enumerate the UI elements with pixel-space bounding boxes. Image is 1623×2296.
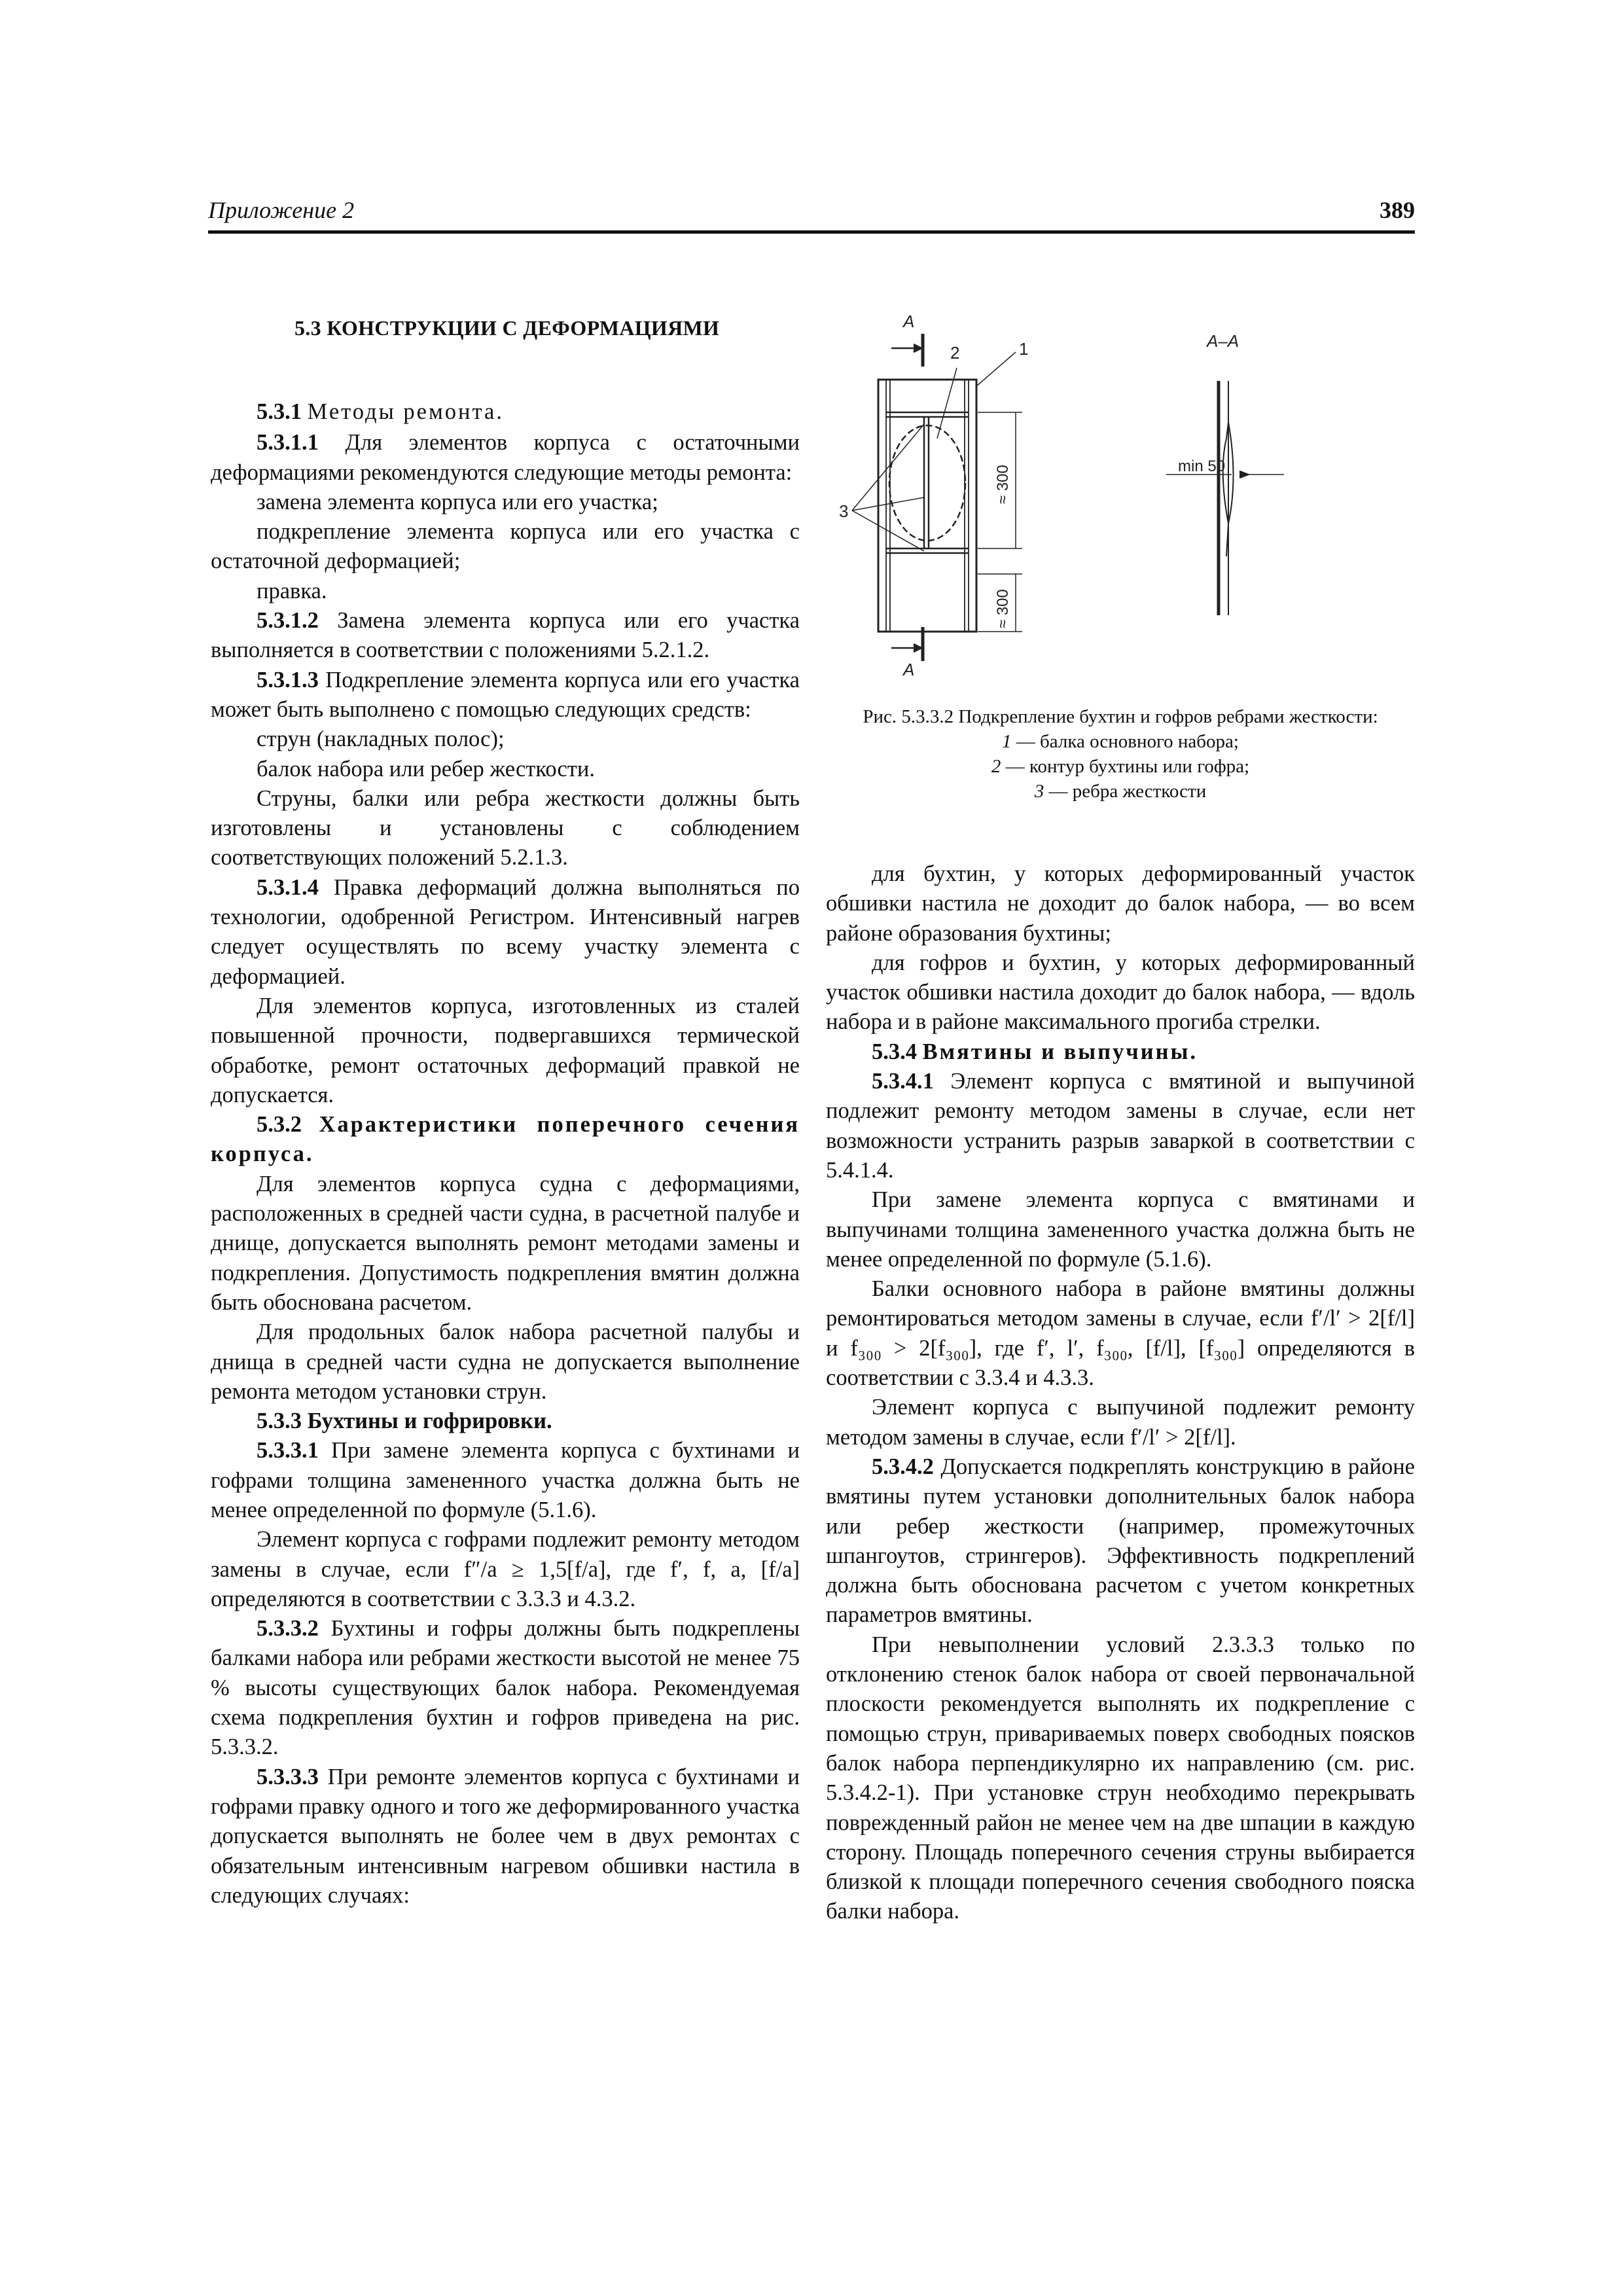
paragraph: 5.3.4.2 Допускается подкреплять конструкцию в районе вмятины путем установки дополнительных балок набора или ребер жесткости (например, промежуточных шпангоутов, стрингеров). Эффективность подкреплений должна быть обоснована расчетом с учетом конкретных параметров вмятины. (826, 1454, 1415, 1628)
caption-item: 2 — контур бухтины или гофра; (991, 756, 1250, 777)
paragraph: струн (накладных полос); (257, 726, 505, 752)
paragraph: 5.3.1 Методы ремонта. (257, 399, 504, 424)
right-column (826, 859, 1415, 1927)
figure-dim-300-a: ≈ 300 (994, 465, 1012, 504)
figure-label-1: 1 (1019, 339, 1029, 359)
paragraph: балок набора или ребер жесткости. (257, 756, 595, 781)
paragraph: Элемент корпуса с гофрами подлежит ремонту методом замены в случае, если f″/a ≥ 1,5[f/a], где f′, f, a, [f/a] определяются в соответствии с 3.3.3 и 4.3.2. (211, 1527, 800, 1611)
figure-label-3: 3 (839, 501, 849, 521)
figure-dim-300-b: ≈ 300 (994, 589, 1012, 628)
figure-label-min50: min 50 (1178, 457, 1226, 475)
paragraph: замена элемента корпуса или его участка; (257, 489, 658, 514)
figure-label-a-bottom: A (903, 660, 915, 679)
paragraph: 5.3.1.2 Замена элемента корпуса или его участка выполняется в соответствии с положениями 5.2.1.2. (211, 608, 800, 663)
paragraph: При замене элемента корпуса с вмятинами и выпучинами толщина замененного участка должна быть не менее определенной по формуле (5.1.6). (826, 1187, 1415, 1272)
paragraph: Для продольных балок набора расчетной палубы и днища в средней части судна не допускается выполнение ремонта методом установки струн. (211, 1319, 800, 1404)
figure-label-2: 2 (950, 343, 960, 363)
paragraph: 5.3.3 Бухтины и гофрировки. (257, 1408, 552, 1434)
paragraph: Балки основного набора в районе вмятины должны ремонтироваться методом замены в случае, если f′/l′ > 2[f/l] и f₃₀₀ > 2[f₃₀₀], где f′, l′, f₃₀₀, [f/l], [f₃₀₀] определяются в соответствии с 3.3.4 и 4.3.3. (826, 1276, 1415, 1391)
figure-drawing (826, 308, 1415, 713)
paragraph: Элемент корпуса с выпучиной подлежит ремонту методом замены в случае, если f′/l′ > 2[f/l]. (826, 1395, 1415, 1450)
paragraph: подкрепление элемента корпуса или его участка с остаточной деформацией; (211, 519, 800, 574)
paragraph: 5.3.3.1 При замене элемента корпуса с бухтинами и гофрами толщина замененного участка должна быть не менее определенной по формуле (5.1.6). (211, 1438, 800, 1522)
paragraph: 5.3.3.3 При ремонте элементов корпуса с бухтинами и гофрами правку одного и того же деформированного участка допускается выполнять не более чем в двух ремонтах с обязательным интенсивным нагревом обшивки настила в следующих случаях: (211, 1764, 800, 1908)
paragraph: Для элементов корпуса судна с деформациями, расположенных в средней части судна, в расчетной палубе и днище, допускается выполнять ремонт методами замены и подкрепления. Допустимость подкрепления вмятин должна быть обоснована расчетом. (211, 1171, 800, 1315)
caption-title: Рис. 5.3.3.2 Подкрепление бухтин и гофров ребрами жесткости: (863, 706, 1378, 727)
caption-item: 1 — балка основного набора; (1002, 731, 1239, 752)
figure-label-section: A–A (1207, 331, 1240, 351)
left-column (211, 397, 800, 1910)
paragraph: Для элементов корпуса, изготовленных из сталей повышенной прочности, подвергавшихся термической обработке, ремонт остаточных деформаций правкой не допускается. (211, 993, 800, 1107)
page-number: 389 (1380, 197, 1415, 223)
paragraph: 5.3.1.1 Для элементов корпуса с остаточными деформациями рекомендуются следующие методы ремонта: (211, 430, 800, 485)
paragraph: 5.3.4 Вмятины и выпучины. (872, 1039, 1198, 1064)
figure-caption (826, 704, 1415, 804)
paragraph: 5.3.4.1 Элемент корпуса с вмятиной и выпучиной подлежит ремонту методом замены в случае, если нет возможности устранить разрыв заваркой в соответствии с 5.4.1.4. (826, 1069, 1415, 1183)
header-rule (208, 230, 1415, 234)
caption-item: 3 — ребра жесткости (1034, 781, 1207, 802)
paragraph: для гофров и бухтин, у которых деформированный участок обшивки настила доходит до балок набора, — вдоль набора и в районе максимального прогиба стрелки. (826, 950, 1415, 1035)
paragraph: 5.3.1.3 Подкрепление элемента корпуса или его участка может быть выполнено с помощью следующих средств: (211, 667, 800, 722)
paragraph: для бухтин, у которых деформированный участок обшивки настила не доходит до балок набора, — во всем районе образования бухтины; (826, 861, 1415, 946)
paragraph: 5.3.1.4 Правка деформаций должна выполняться по технологии, одобренной Регистром. Интенсивный нагрев следует осуществлять по всему участку элемента с деформацией. (211, 874, 800, 989)
paragraph: 5.3.2 Характеристики поперечного сечения корпуса. (211, 1112, 800, 1167)
running-header: Приложение 2 (208, 197, 355, 223)
paragraph: Струны, балки или ребра жесткости должны быть изготовлены и установлены с соблюдением соответствующих положений 5.2.1.3. (211, 785, 800, 870)
paragraph: 5.3.3.2 Бухтины и гофры должны быть подкреплены балками набора или ребрами жесткости высотой не менее 75 % высоты существующих балок набора. Рекомендуемая схема подкрепления бухтин и гофров приведена на рис. 5.3.3.2. (211, 1616, 800, 1760)
paragraph: правка. (257, 578, 327, 603)
paragraph: При невыполнении условий 2.3.3.3 только по отклонению стенок балок набора от своей первоначальной плоскости рекомендуется выполнять их подкрепление с помощью струн, привариваемых поверх свободных поясков балок набора перпендикулярно их направлению (см. рис. 5.3.4.2-1). При установке струн необходимо перекрывать поврежденный район не менее чем на две шпации в каждую сторону. Площадь поперечного сечения струны выбирается близкой к площади поперечного сечения свободного пояска балки набора. (826, 1632, 1415, 1924)
section-title: 5.3 КОНСТРУКЦИИ С ДЕФОРМАЦИЯМИ (294, 316, 720, 340)
figure-label-a-top: A (903, 312, 915, 331)
